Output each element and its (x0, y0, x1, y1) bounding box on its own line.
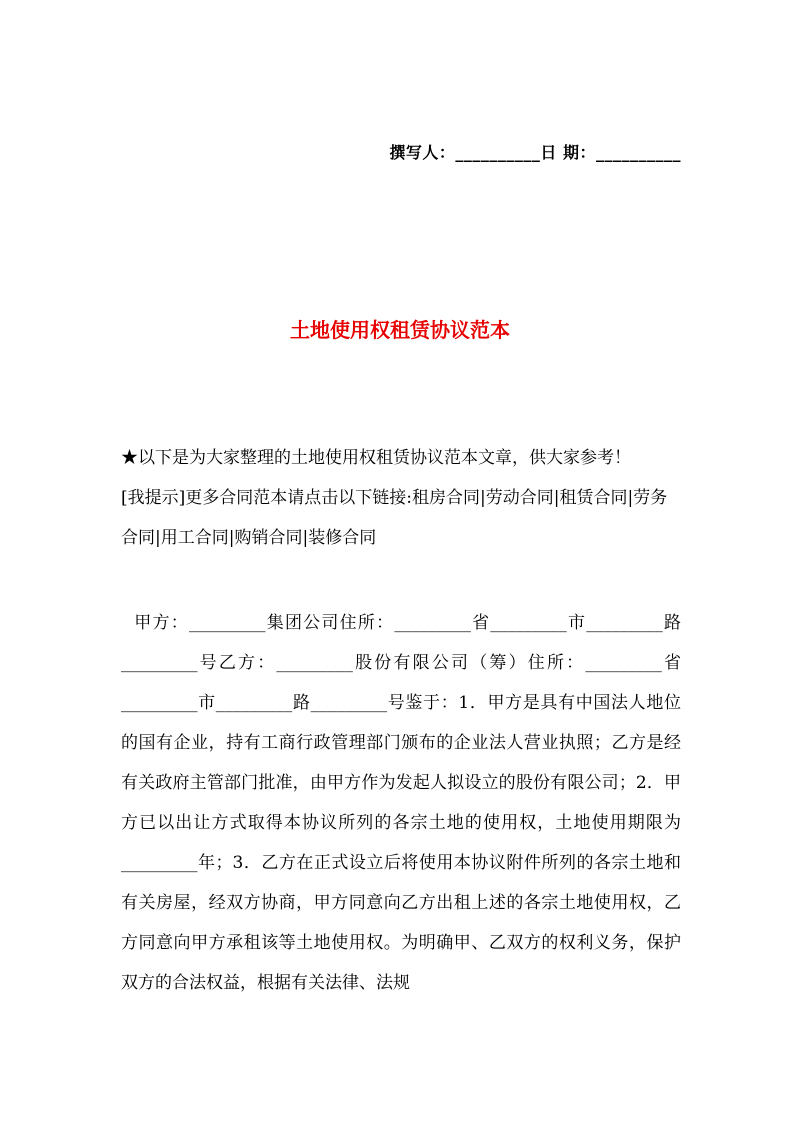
author-blank: __________ (455, 143, 541, 162)
link-labor-contract[interactable]: 劳动合同 (485, 488, 554, 508)
tip-prefix: [我提示]更多合同范本请点击以下链接: (121, 488, 412, 508)
link-separator: | (627, 488, 634, 508)
link-separator: | (302, 528, 309, 548)
date-label: 日 期： (540, 143, 596, 162)
star-intro-line: ★以下是为大家整理的土地使用权租赁协议范本文章，供大家参考！ (121, 448, 631, 468)
tip-links-paragraph (121, 478, 681, 558)
author-label: 撰写人： (389, 143, 456, 162)
date-blank: __________ (596, 143, 681, 162)
link-service-contract[interactable]: 劳务合同 (121, 488, 668, 548)
link-separator: | (228, 528, 235, 548)
link-renovation-contract[interactable]: 装修合同 (308, 528, 377, 548)
link-separator: | (553, 488, 560, 508)
intro-section (121, 438, 681, 558)
link-sales-contract[interactable]: 购销合同 (234, 528, 303, 548)
link-separator: | (480, 488, 486, 508)
agreement-body (121, 603, 681, 1003)
link-employment-contract[interactable]: 用工合同 (160, 528, 229, 548)
document-title: 土地使用权租赁协议范本 (290, 318, 510, 342)
link-separator: | (155, 528, 161, 548)
author-date-line (389, 140, 681, 163)
link-rent-contract[interactable]: 租房合同 (412, 488, 480, 508)
link-lease-contract[interactable]: 租赁合同 (559, 488, 628, 508)
agreement-paragraph: 甲方：_________集团公司住所：_________省_________市_________路_________号乙方：_________股份有限公司（筹）住所：_________省_________市_________路_________号鉴于：1．甲方是具有中国法人地位的国有企业，持有工商行政管理部门颁布的企业法人营业执照；乙方是经有关政府主管部门批准，由甲方作为发起人拟设立的股份有限公司；2．甲方已以出让方式取得本协议所列的各宗土地的使用权，土地使用期限为_________年；3．乙方在正式设立后将使用本协议附件所列的各宗土地和有关房屋，经双方协商，甲方同意向乙方出租上述的各宗土地使用权，乙方同意向甲方承租该等土地使用权。为明确甲、乙双方的权利义务，保护双方的合法权益，根据有关法律、法规 (121, 613, 682, 993)
